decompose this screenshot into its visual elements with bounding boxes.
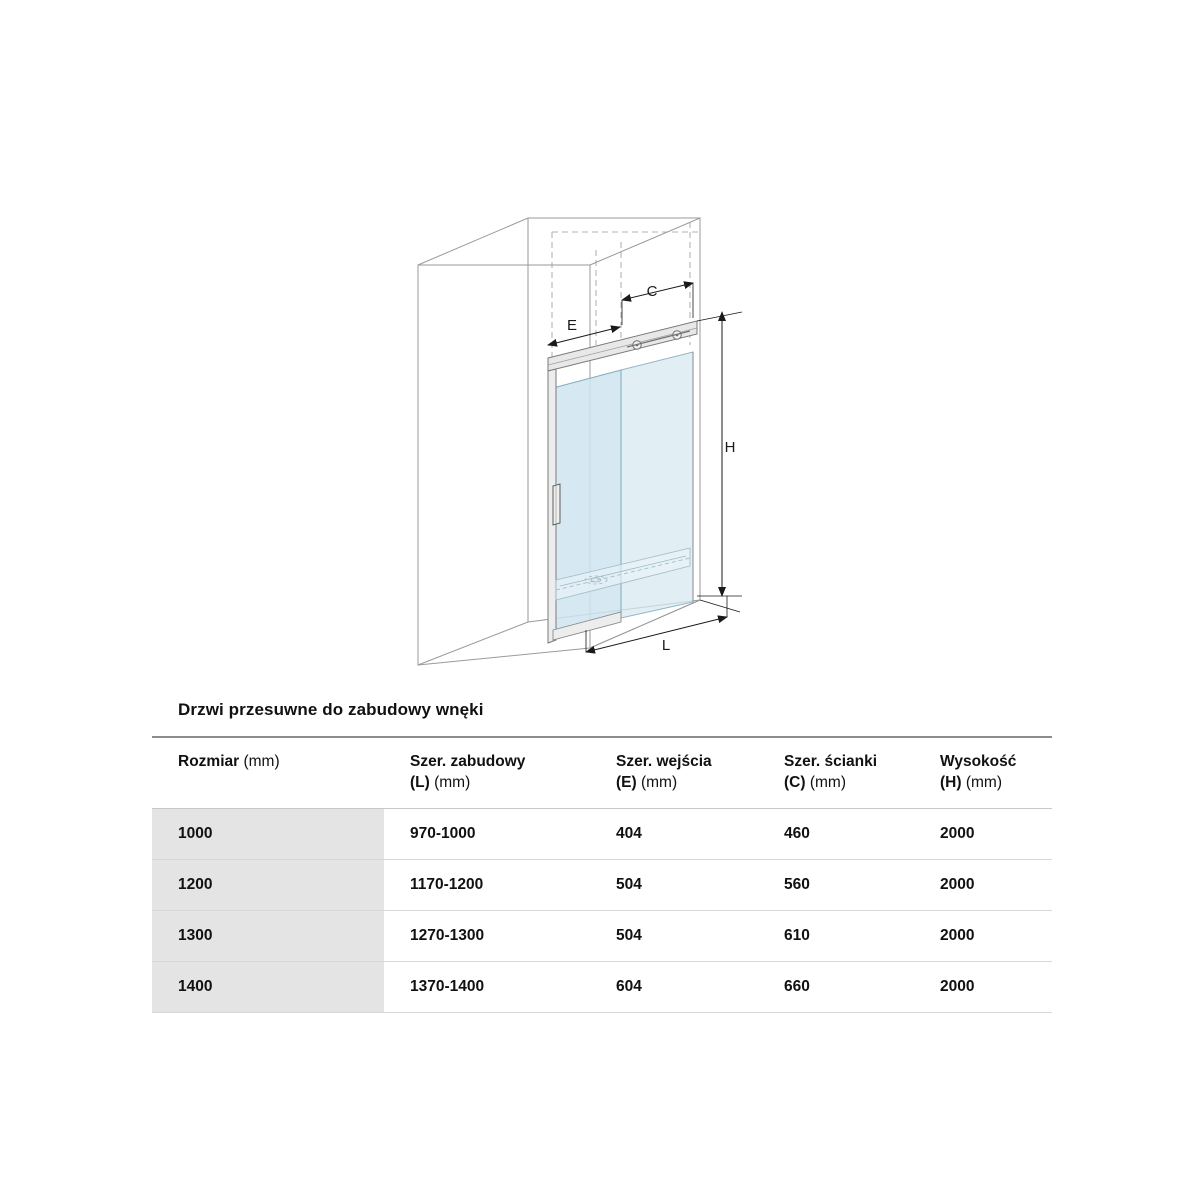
cell-entry-e: 404 xyxy=(590,808,758,859)
cell-panel-c: 560 xyxy=(758,859,914,910)
cell-width-l: 1170-1200 xyxy=(384,859,590,910)
cell-width-l: 1370-1400 xyxy=(384,961,590,1012)
specification-table xyxy=(152,736,1052,1013)
column-header-entry-e-sub: (E) xyxy=(616,773,637,791)
cell-panel-c: 660 xyxy=(758,961,914,1012)
column-header-panel-c-sub: (C) xyxy=(784,773,806,791)
cell-entry-e: 604 xyxy=(590,961,758,1012)
column-header-entry-e-main: Szer. wejścia xyxy=(616,753,712,770)
column-header-size xyxy=(152,737,384,808)
cell-size: 1200 xyxy=(152,859,384,910)
column-header-panel-c-main: Szer. ścianki xyxy=(784,753,878,770)
cell-entry-e: 504 xyxy=(590,910,758,961)
dimension-label-e: E xyxy=(566,317,578,334)
column-header-entry-e xyxy=(590,737,758,808)
cell-width-l: 970-1000 xyxy=(384,808,590,859)
dimension-label-c: C xyxy=(646,283,658,300)
cell-size: 1400 xyxy=(152,961,384,1012)
column-header-width-l-unit: (mm) xyxy=(434,773,471,791)
column-header-width-l-main: Szer. zabudowy xyxy=(410,753,526,770)
door-handle-icon xyxy=(553,484,560,525)
column-header-height-h-unit: (mm) xyxy=(965,773,1002,791)
cell-height-h: 2000 xyxy=(914,961,1052,1012)
column-header-width-l xyxy=(384,737,590,808)
cell-height-h: 2000 xyxy=(914,808,1052,859)
column-header-height-h xyxy=(914,737,1052,808)
table-row xyxy=(152,910,1052,961)
table-row xyxy=(152,859,1052,910)
cell-height-h: 2000 xyxy=(914,910,1052,961)
cell-panel-c: 460 xyxy=(758,808,914,859)
cell-height-h: 2000 xyxy=(914,859,1052,910)
cell-entry-e: 504 xyxy=(590,859,758,910)
cell-width-l: 1270-1300 xyxy=(384,910,590,961)
table-row xyxy=(152,808,1052,859)
dimension-label-l: L xyxy=(661,637,671,654)
column-header-size-main: Rozmiar xyxy=(178,753,240,770)
dimension-label-h: H xyxy=(724,439,736,456)
column-header-height-h-main: Wysokość xyxy=(940,753,1017,770)
column-header-height-h-sub: (H) xyxy=(940,773,962,791)
cell-size: 1000 xyxy=(152,808,384,859)
specification-table-block xyxy=(152,700,1052,1013)
cell-size: 1300 xyxy=(152,910,384,961)
column-header-size-unit: (mm) xyxy=(243,753,280,770)
table-title: Drzwi przesuwne do zabudowy wnęki xyxy=(178,700,484,719)
table-row xyxy=(152,961,1052,1012)
column-header-width-l-sub: (L) xyxy=(410,773,430,791)
column-header-panel-c-unit: (mm) xyxy=(809,773,846,791)
table-header-row xyxy=(152,737,1052,808)
column-header-entry-e-unit: (mm) xyxy=(640,773,678,791)
cell-panel-c: 610 xyxy=(758,910,914,961)
column-header-panel-c xyxy=(758,737,914,808)
